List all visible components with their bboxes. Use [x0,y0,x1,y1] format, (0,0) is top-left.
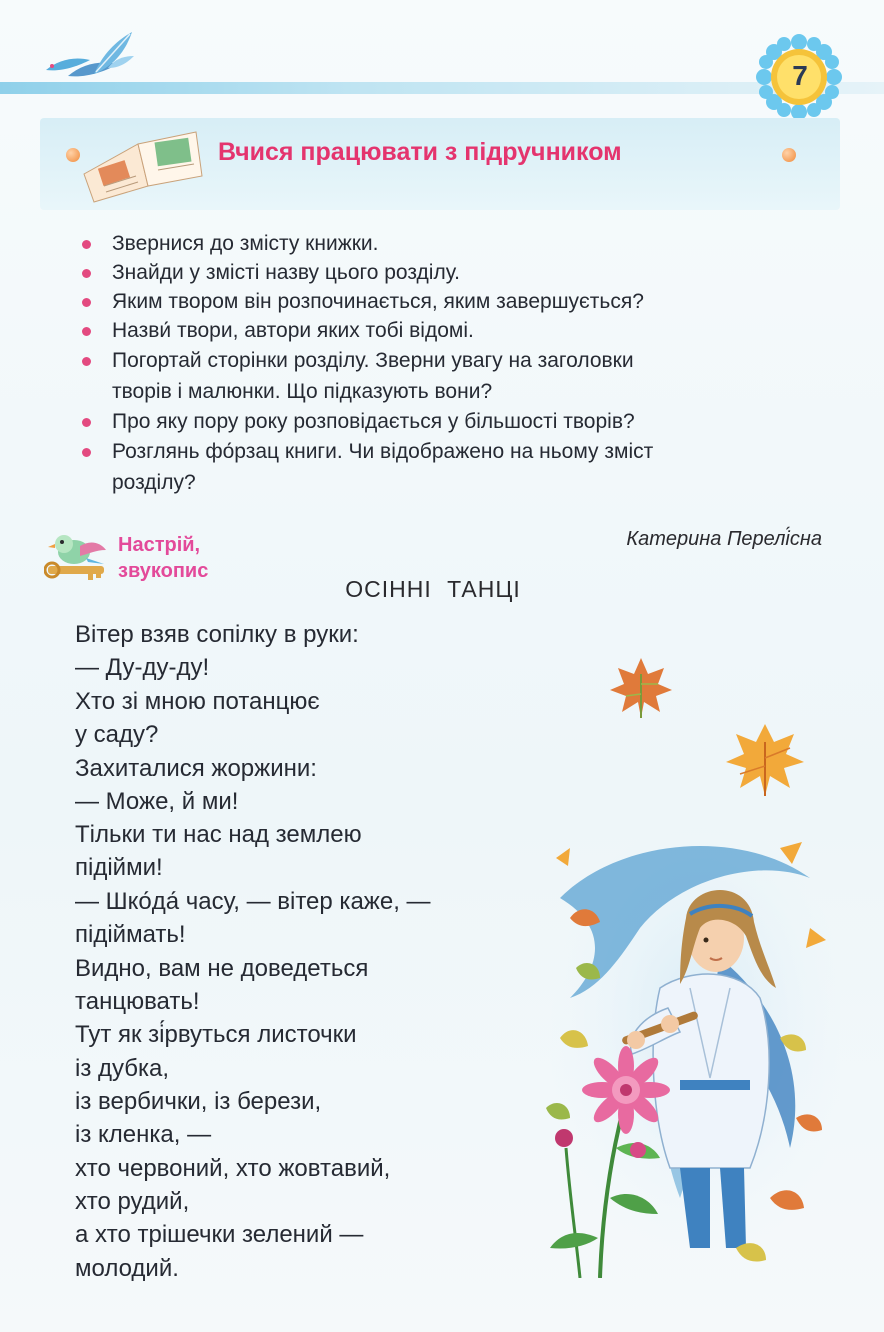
poem-line: із дубка, [75,1055,170,1082]
list-item: Розглянь фо́рзац книги. Чи відображено на ньому зміст [112,440,654,463]
boy-with-flute-illustration [540,818,840,1278]
list-item: Погортай сторінки розділу. Зверни увагу на заголовки [112,349,634,372]
list-item: Звернися до змісту книжки. [112,232,379,255]
poem-author: Катерина Перелі́сна [626,528,822,550]
section-title: Вчися працювати з підручником [218,138,622,166]
poem-line: Захиталися жоржини: [75,755,317,782]
poem-line: — Шко́да́ часу, — вітер каже, — [75,888,431,915]
leaf-ornament-icon [38,26,138,86]
mood-label [118,532,208,584]
poem-line: — Ду-ду-ду! [75,654,210,681]
list-item: Назви́ твори, автори яких тобі відомі. [112,319,474,342]
bird-on-key-icon [44,530,110,586]
list-bullet [82,448,91,457]
poem-line: Тут як зі́рвуться листочки [75,1021,357,1048]
list-bullet [82,240,91,249]
title-dot-left [66,148,80,162]
list-bullet [82,357,91,366]
poem-line: у саду? [75,721,159,748]
poem-line: а хто трішечки зелений — [75,1221,364,1248]
list-item: Про яку пору року розповідається у більшості творів? [112,410,635,433]
open-book-icon [78,124,208,204]
list-item-continuation: творів і малюнки. Що підказують вони? [112,380,493,403]
title-dot-right [782,148,796,162]
maple-leaf-icon [606,654,676,720]
poem-line: Вітер взяв сопілку в руки: [75,621,359,648]
poem-line: молодий. [75,1255,179,1282]
list-bullet [82,298,91,307]
list-bullet [82,327,91,336]
poem-line: Видно, вам не доведеться [75,955,369,982]
poem-line: танцювать! [75,988,200,1015]
poem-line: — Може, й ми! [75,788,239,815]
poem-line: хто рудий, [75,1188,190,1215]
list-item: Яким твором він розпочинається, яким завершується? [112,290,644,313]
list-item: Знайди у змісті назву цього розділу. [112,261,460,284]
page-number: 7 [792,60,808,91]
poem-line: підіймать! [75,921,186,948]
poem-line: Тільки ти нас над землею [75,821,362,848]
poem-line: підійми! [75,854,163,881]
list-item-continuation: розділу? [112,471,196,494]
maple-leaf-icon [720,718,810,798]
mood-label-line2: звукопис [118,560,209,582]
list-bullet [82,269,91,278]
poem-line: хто червоний, хто жовтавий, [75,1155,391,1182]
poem-line: із вербички, із берези, [75,1088,322,1115]
list-bullet [82,418,91,427]
mood-label-line1: Настрій, [118,534,201,556]
poem-line: Хто зі мною потанцює [75,688,320,715]
poem-title: ОСІННІ ТАНЦІ [345,576,521,602]
poem-line: із кленка, — [75,1121,212,1148]
